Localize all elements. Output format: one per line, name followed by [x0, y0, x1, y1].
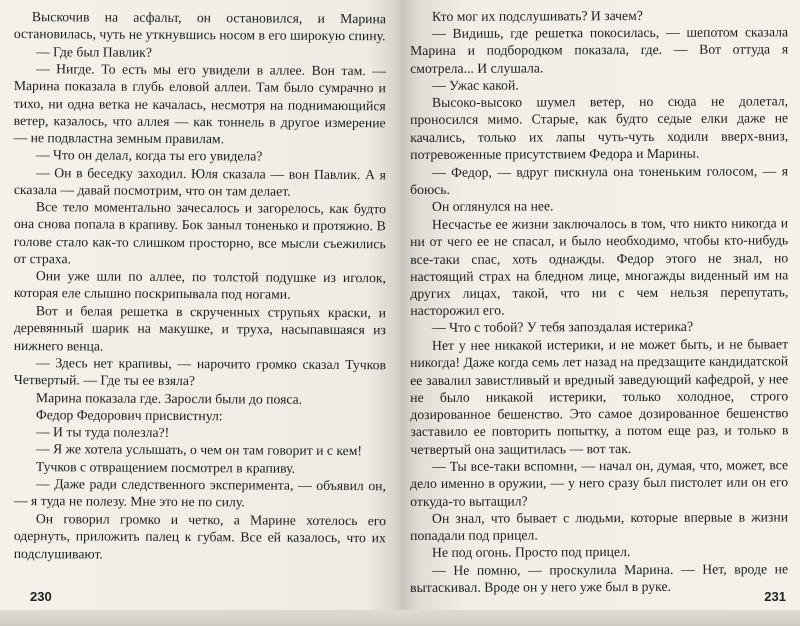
paragraph: — Он в беседку заходил. Юля сказала — вон Павлик. А я сказала — давай посмотрим, что он там делает. [13, 164, 386, 199]
paragraph: Высоко-высоко шумел ветер, но сюда не долетал, проносился мимо. Старые, как будто седые елки даже не качались, только их лапы чуть-чуть ходили вверх-вниз, потревоженные присутствием Федора и Марины. [410, 93, 789, 163]
paragraph: — Федор, — вдруг пискнула она тоненьким голосом, — я боюсь. [410, 163, 789, 197]
paragraph: — Не помню, — проскулила Марина. — Нет, вроде не вытаскивал. Вроде он у него уже был в руке. [410, 560, 789, 595]
paragraph: Несчастье ее жизни заключалось в том, что никто никогда и ни от чего ее не спасал, и было необходимо, чтобы кто-нибудь все-таки спас, хоть однажды. Федор этого не знал, но настоящий страх на бледном лице, многажды виденный им на других лицах, такой, что ни с чем нельзя перепутать, насторожил его. [410, 214, 789, 319]
paragraph: Он знал, что бывает с людьми, которые впервые в жизни попадали под прицел. [410, 508, 789, 543]
paragraph: Вот и белая решетка в скрученных струпьях краски, и деревянный шарик на макушке, и труха, насыпавшаяся из нижнего венца. [13, 303, 386, 354]
right-page [410, 8, 788, 596]
paragraph: — Я же хотела услышать, о чем он там говорит и с кем! [35, 441, 363, 459]
paragraph: — Где был Павлик? [35, 43, 152, 60]
paragraph: — Нигде. То есть мы его увидели в аллее. Вон там. — Марина показала в глубь еловой аллеи. Там было сумрачно и тихо, ни одна ветка не качалась, несмотря на поднимающийся ветер, казалось, что аллея — как тоннель в другое измерение — не подвластна земным правилам. [13, 61, 386, 147]
paragraph: — И ты туда полезла?! [35, 424, 170, 441]
paragraph: Не под огонь. Просто под прицел. [432, 544, 631, 561]
paragraph: Они уже шли по аллее, по толстой подушке из иголок, которая еле слышно поскрипывала под ногами. [13, 268, 386, 303]
paragraph: Все тело моментально зачесалось и загорелось, как будто она снова попала в крапиву. Бок заныл тоненько и протяжно. В голове стало как-то слишком просторно, все мысли съежились от страха. [13, 199, 386, 267]
paragraph: — Даже ради следственного эксперимента, — объявил он, — я туда не полезу. Мне это не по силу. [13, 476, 386, 510]
paragraph: Тучков с отвращением посмотрел в крапиву. [35, 458, 296, 476]
paragraph: — Видишь, где решетка покосилась, — шепотом сказала Марина и подбородком показала, где. — Вот оттуда я смотрела... И слушала. [410, 24, 789, 76]
paragraph: Марина показала где. Заросли были до пояса. [35, 389, 303, 407]
page-number-right: 231 [764, 589, 786, 604]
paragraph: Он оглянулся на нее. [432, 198, 554, 215]
paragraph: Он говорил громко и четко, а Марине хотелось его одернуть, приложить палец к губам. Все ей казалось, что их подслушивают. [13, 510, 386, 561]
paragraph: Нет у нее никакой истерики, и не может быть, и не бывает никогда! Даже когда семь лет назад на предзащите кандидатской ее завалил завистливый и вредный заведующий кафедрой, у нее не было никакой истерики, только холодное, строго дозированное бешенство. Это самое дозированное бешенство заставило ее повторить попытку, а потом еще раз, и только в четвертый она защитилась — вот так. [410, 335, 789, 457]
paragraph: Федор Федорович присвистнул: [35, 406, 223, 424]
left-page [14, 8, 386, 562]
paragraph: — Ты все-таки вспомни, — начал он, думая, что, может, все дело именно в оружии, — у него сразу был пистолет или он его откуда-то вытащил? [410, 457, 789, 509]
left-page-text [14, 8, 386, 562]
paragraph: Кто мог их подслушивать? И зачем? [432, 7, 643, 24]
paragraph: — Здесь нет крапивы, — нарочито громко сказал Тучков Четвертый. — Где ты ее взяла? [13, 355, 386, 389]
page-number-left: 230 [30, 589, 52, 604]
paragraph: — Что он делал, когда ты его увидела? [35, 147, 263, 164]
paragraph: — Что с тобой? У тебя запоздалая истерика? [432, 319, 694, 336]
paragraph: Выскочив на асфальт, он остановился, и Марина остановилась, чуть не уткнувшись носом в его широкую спину. [13, 9, 386, 44]
right-page-text [410, 8, 788, 596]
paragraph: — Ужас какой. [432, 77, 519, 94]
scan-bottom-edge [0, 610, 800, 626]
